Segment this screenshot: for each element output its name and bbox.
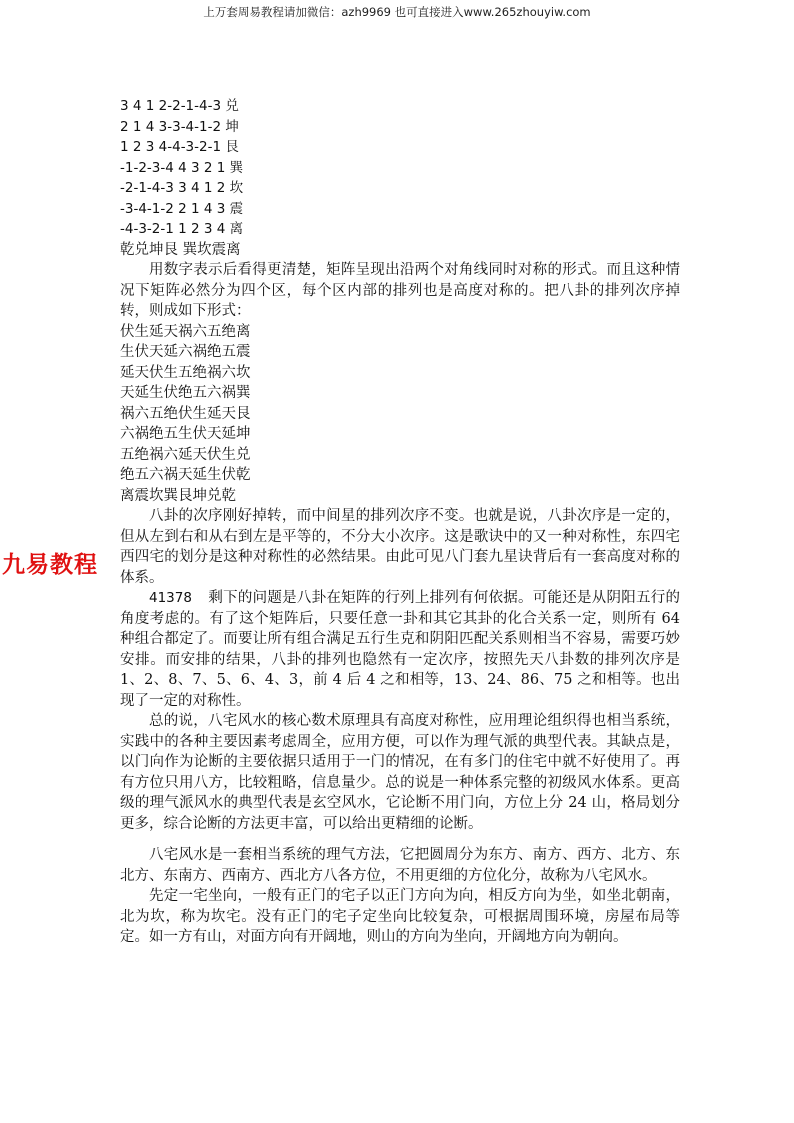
spacer [120,834,680,845]
matrix-footer: 乾兑坤艮 巽坎震离 [120,241,241,258]
star-matrix-row: 五绝祸六延天伏生兑 [120,446,251,463]
paragraph: 先定一宅坐向，一般有正门的宅子以正门方向为向，相反方向为坐，如坐北朝南，北为坎，称为坎宅。没有正门的宅子定坐向比较复杂，可根据周围环境，房屋布局等定。如一方有山，对面方向有开阔地，则山的方向为坐向，开阔地方向为朝向。 [120,888,680,945]
star-matrix-row: 伏生延天祸六五绝离 [120,323,251,340]
paragraph: 八卦的次序刚好掉转，而中间星的排列次序不变。也就是说，八卦次序是一定的，但从左到右和从右到左是平等的，不分大小次序。这是歌诀中的又一种对称性，东四宅西四宅的划分是这种对称性的必然结果。由此可见八门套九星诀背后有一套高度对称的体系。 [120,508,680,586]
matrix-row: 1 2 3 4-4-3-2-1 艮 [120,139,239,155]
star-matrix-footer: 离震坎巽艮坤兑乾 [120,487,236,504]
paragraph: 总的说，八宅风水的核心数术原理具有高度对称性，应用理论组织得也相当系统，实践中的各种主要因素考虑周全，应用方便，可以作为理气派的典型代表。其缺点是，以门向作为论断的主要依据只适用于一门的情况，在有多门的住宅中就不好使用了。再有方位只用八方，比较粗略，信息量少。总的说是一种体系完整的初级风水体系。更高级的理气派风水的典型代表是玄空风水，它论断不用门向，方位上分 24 山，格局划分更多，综合论断的方法更丰富，可以给出更精细的论断。 [120,713,680,832]
star-matrix-row: 绝五六祸天延生伏乾 [120,467,251,483]
paragraph: 用数字表示后看得更清楚，矩阵呈现出沿两个对角线同时对称的形式。而且这种情况下矩阵必然分为四个区，每个区内部的排列也是高度对称的。把八卦的排列次序掉转，则成如下形式： [120,262,680,319]
watermark-logo: 九易教程 [2,552,98,578]
star-matrix-row: 生伏天延六祸绝五震 [120,344,251,360]
star-matrix-row: 六祸绝五生伏天延坤 [120,426,251,442]
document-body [120,96,680,948]
page-header: 上万套周易教程请加微信：azh9969 也可直接进入www.265zhouyiw.com [203,5,591,19]
matrix-row: -3-4-1-2 2 1 4 3 震 [120,200,244,217]
paragraph-tagged [120,588,680,711]
star-matrix-row: 天延生伏绝五六祸巽 [120,385,251,401]
star-matrix-row: 延天伏生五绝祸六坎 [120,364,251,381]
matrix-row: -2-1-4-3 3 4 1 2 坎 [120,180,244,196]
paragraph-tag: 41378 [149,590,192,606]
matrix-row: -4-3-2-1 1 2 3 4 离 [120,221,244,237]
matrix-row: 2 1 4 3-3-4-1-2 坤 [120,118,239,135]
matrix-row: -1-2-3-4 4 3 2 1 巽 [120,159,244,176]
matrix-row: 3 4 1 2-2-1-4-3 兑 [120,98,239,114]
paragraph-text: 剩下的问题是八卦在矩阵的行列上排列有何依据。可能还是从阴阳五行的角度考虑的。有了这个矩阵后，只要任意一卦和其它其卦的化合关系一定，则所有 64 种组合都定了。而要让所有组合满足五行生克和阴阳匹配关系则相当不容易，需要巧妙安排。而安排的结果，八卦的排列也隐然有一定次序，按照先天八卦数的排列次序是 1、2、8、7、5、6、4、3，前 4 后 4 之和相等，13、24、86、75 之和相等。也出现了一定的对称性。 [120,590,680,709]
paragraph: 八宅风水是一套相当系统的理气方法，它把圆周分为东方、南方、西方、北方、东北方、东南方、西南方、西北方八各方位，不用更细的方位化分，故称为八宅风水。 [120,847,680,884]
star-matrix-row: 祸六五绝伏生延天艮 [120,405,251,422]
